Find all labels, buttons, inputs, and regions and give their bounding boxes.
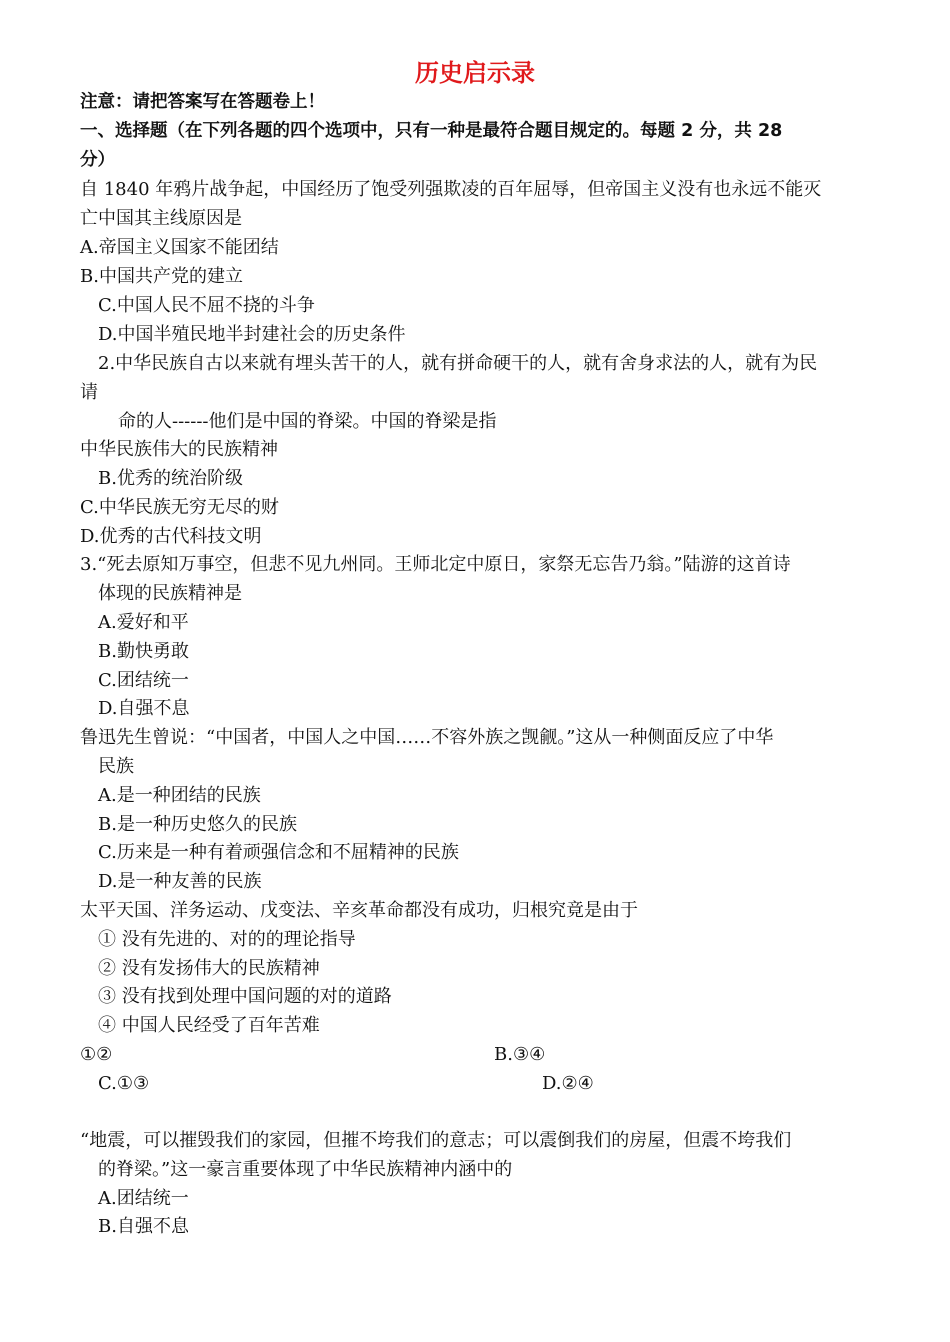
- q4-option-a: A.是一种团结的民族: [98, 785, 261, 806]
- q3-option-b: B.勤快勇敢: [98, 641, 189, 662]
- q2-stem: 2.中华民族自古以来就有埋头苦干的人，就有拼命硬干的人，就有舍身求法的人，就有为民: [98, 353, 818, 374]
- q4-option-c: C.历来是一种有着顽强信念和不屈精神的民族: [98, 842, 459, 863]
- q4-option-d: D.是一种友善的民族: [98, 871, 262, 892]
- q6-option-a: A.团结统一: [98, 1188, 189, 1209]
- q4-option-b: B.是一种历史悠久的民族: [98, 814, 297, 835]
- section-heading: 一、选择题（在下列各题的四个选项中，只有一种是最符合题目规定的。每题 2 分，共 28: [80, 121, 783, 141]
- q1-option-c: C.中国人民不屈不挠的斗争: [98, 295, 315, 316]
- q2-stem-cont2: 命的人------他们是中国的脊梁。中国的脊梁是指: [118, 411, 497, 432]
- q4-stem: 鲁迅先生曾说：“中国者，中国人之中国……不容外族之觊觎。”这从一种侧面反应了中华: [80, 727, 774, 748]
- q5-option-b: B.③④: [494, 1044, 546, 1065]
- q1-option-d: D.中国半殖民地半封建社会的历史条件: [98, 324, 406, 345]
- q3-stem: 3.“死去原知万事空，但悲不见九州同。王师北定中原日，家祭无忘告乃翁。”陆游的这首诗: [80, 554, 791, 575]
- q5-statement-1: ① 没有先进的、对的的理论指导: [98, 929, 356, 950]
- q2-option-a: 中华民族伟大的民族精神: [80, 439, 278, 460]
- q2-option-c: C.中华民族无穷无尽的财: [80, 497, 279, 518]
- q3-option-a: A.爱好和平: [98, 612, 189, 633]
- q5-statement-2: ② 没有发扬伟大的民族精神: [98, 958, 320, 979]
- page-title: 历史启示录: [415, 59, 535, 87]
- q5-stem: 太平天国、洋务运动、戊变法、辛亥革命都没有成功，归根究竟是由于: [80, 900, 638, 921]
- q5-option-a: ①②: [80, 1044, 113, 1065]
- q1-option-b: B.中国共产党的建立: [80, 266, 243, 287]
- q2-stem-cont: 请: [80, 382, 98, 403]
- q5-option-c: C.①③: [98, 1073, 150, 1094]
- q2-option-b: B.优秀的统治阶级: [98, 468, 243, 489]
- q3-option-c: C.团结统一: [98, 670, 189, 691]
- q5-statement-3: ③ 没有找到处理中国问题的对的道路: [98, 986, 392, 1007]
- q5-option-d: D.②④: [542, 1073, 594, 1094]
- q1-stem: 自 1840 年鸦片战争起，中国经历了饱受列强欺凌的百年屈辱，但帝国主义没有也永远不能灭: [80, 179, 822, 200]
- notice: 注意：请把答案写在答题卷上！: [80, 92, 325, 112]
- q1-stem-cont: 亡中国其主线原因是: [80, 208, 242, 229]
- q2-option-d: D.优秀的古代科技文明: [80, 526, 262, 547]
- q5-statement-4: ④ 中国人民经受了百年苦难: [98, 1015, 320, 1036]
- section-heading-cont: 分）: [80, 150, 115, 170]
- q3-option-d: D.自强不息: [98, 698, 190, 719]
- q1-option-a: A.帝国主义国家不能团结: [80, 237, 279, 258]
- q6-stem-cont: 的脊梁。”这一豪言重要体现了中华民族精神内涵中的: [98, 1159, 513, 1180]
- q6-option-b: B.自强不息: [98, 1216, 189, 1237]
- q3-stem-cont: 体现的民族精神是: [98, 583, 242, 604]
- q4-stem-cont: 民族: [98, 756, 134, 777]
- q6-stem: “地震，可以摧毁我们的家园，但摧不垮我们的意志；可以震倒我们的房屋，但震不垮我们: [80, 1130, 792, 1151]
